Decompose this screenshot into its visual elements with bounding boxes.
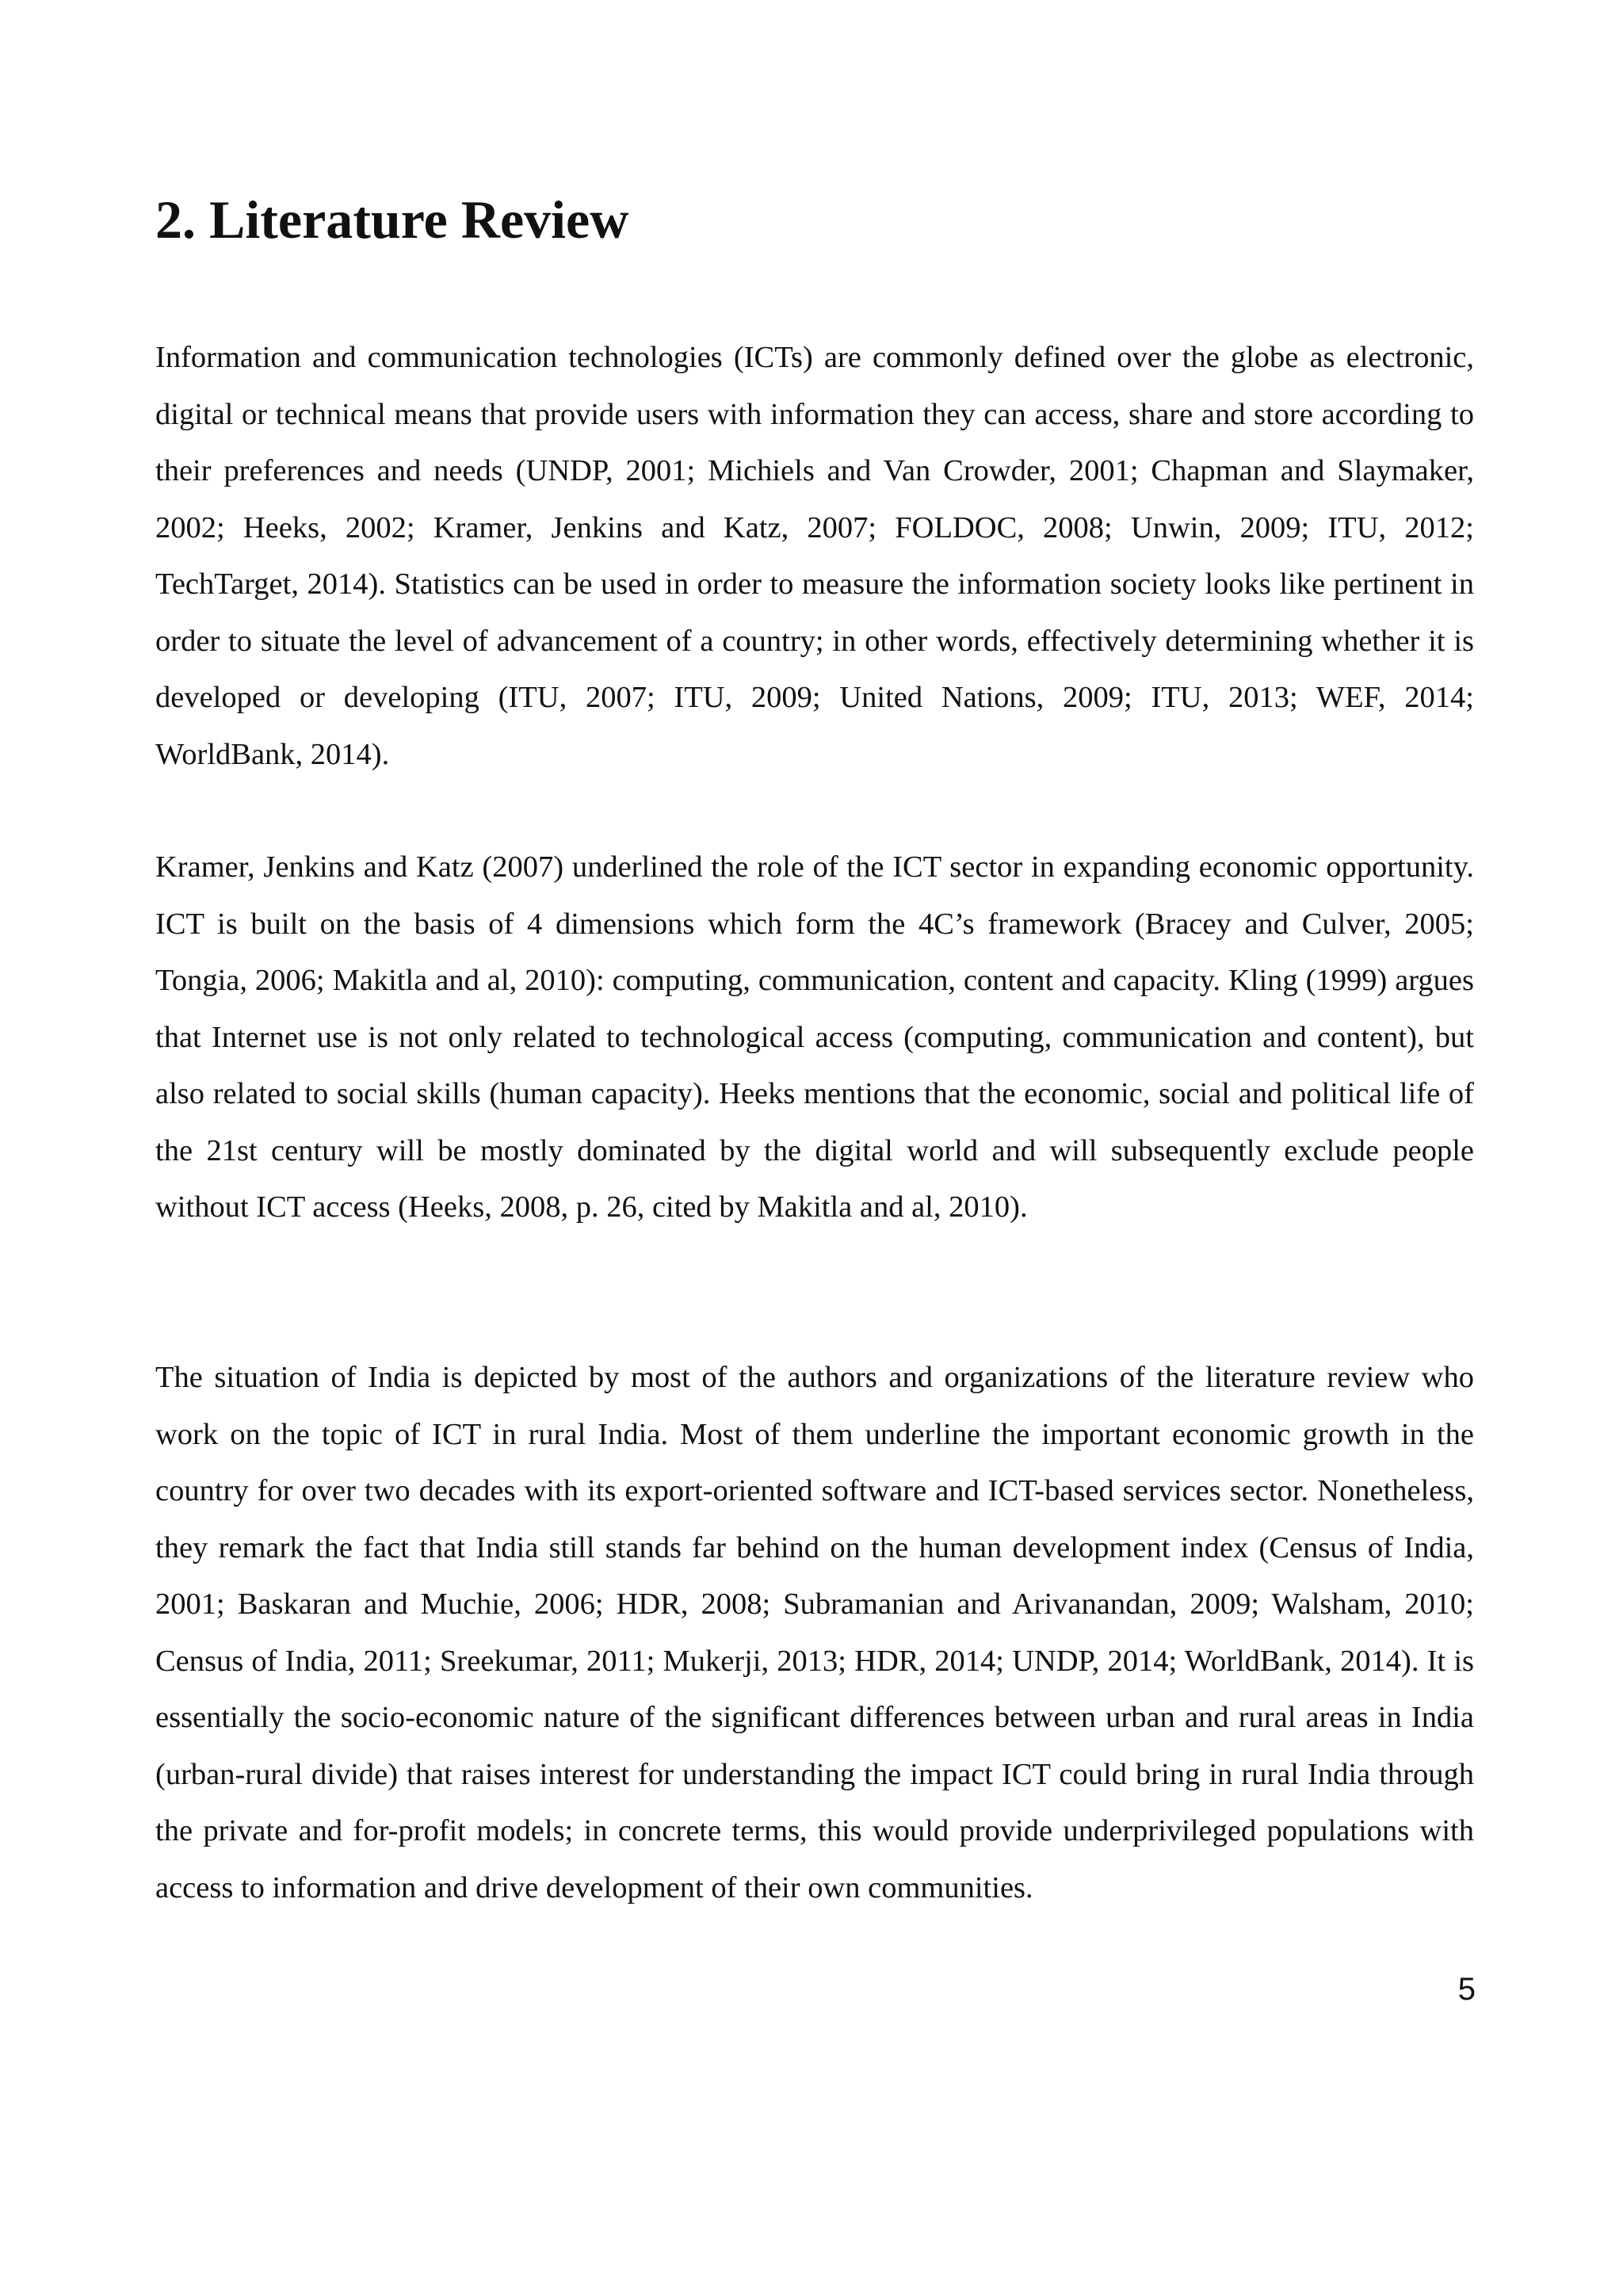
page-number: 5 (1457, 1972, 1476, 2007)
paragraph-3: The situation of India is depicted by most of the authors and organizations of the literature review who work on the topic of ICT in rural India. Most of them underline the important economic growth in the country for over two decades with its export-oriented software and ICT-based services sector. Nonetheless, they remark the fact that India still stands far behind on the human development index (Census of India, 2001; Baskaran and Muchie, 2006; HDR, 2008; Subramanian and Arivanandan, 2009; Walsham, 2010; Census of India, 2011; Sreekumar, 2011; Mukerji, 2013; HDR, 2014; UNDP, 2014; WorldBank, 2014). It is essentially the socio-economic nature of the significant differences between urban and rural areas in India (urban-rural divide) that raises interest for understanding the impact ICT could bring in rural India through the private and for-profit models; in concrete terms, this would provide underprivileged populations with access to information and drive development of their own communities. (155, 1361, 1474, 1904)
paragraph-1: Information and communication technologies (ICTs) are commonly defined over the globe as electronic, digital or technical means that provide users with information they can access, share and store according to their preferences and needs (UNDP, 2001; Michiels and Van Crowder, 2001; Chapman and Slaymaker, 2002; Heeks, 2002; Kramer, Jenkins and Katz, 2007; FOLDOC, 2008; Unwin, 2009; ITU, 2012; TechTarget, 2014). Statistics can be used in order to measure the information society looks like pertinent in order to situate the level of advancement of a country; in other words, effectively determining whether it is developed or developing (ITU, 2007; ITU, 2009; United Nations, 2009; ITU, 2013; WEF, 2014; WorldBank, 2014). (155, 341, 1474, 771)
paragraph-2: Kramer, Jenkins and Katz (2007) underlined the role of the ICT sector in expanding economic opportunity. ICT is built on the basis of 4 dimensions which form the 4C’s framework (Bracey and Culver, 2005; Tongia, 2006; Makitla and al, 2010): computing, communication, content and capacity. Kling (1999) argues that Internet use is not only related to technological access (computing, communication and content), but also related to social skills (human capacity). Heeks mentions that the economic, social and political life of the 21st century will be mostly dominated by the digital world and will subsequently exclude people without ICT access (Heeks, 2008, p. 26, cited by Makitla and al, 2010). (155, 850, 1474, 1224)
section-heading: 2. Literature Review (155, 189, 629, 250)
